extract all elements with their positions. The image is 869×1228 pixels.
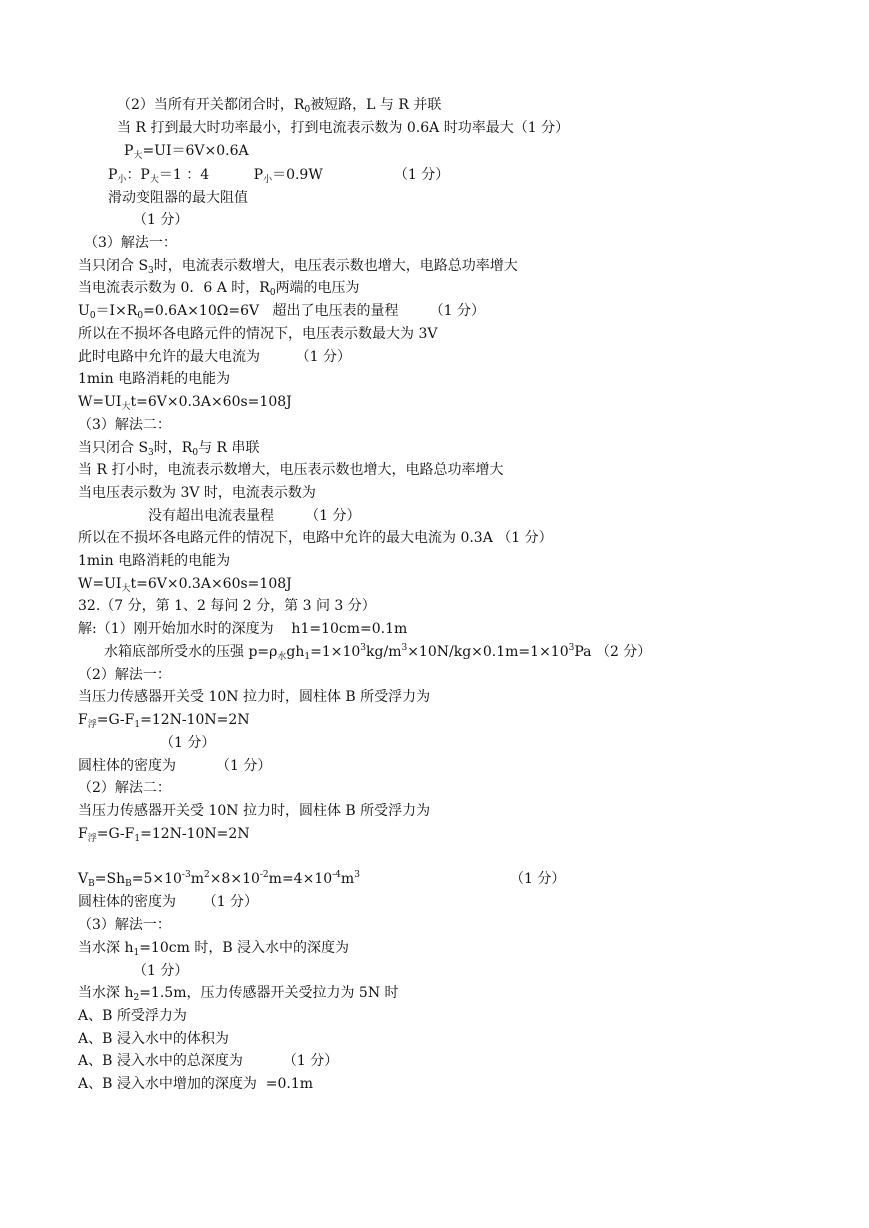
text-line bbox=[78, 482, 316, 504]
text-run: =10cm 时，B 浸入水中的深度为 bbox=[139, 940, 350, 956]
text-run: ×10N/kg×0.1m=1×10 bbox=[407, 644, 569, 660]
text-line bbox=[78, 709, 250, 731]
text-run: ：P bbox=[126, 167, 150, 183]
subscript: 0 bbox=[192, 448, 199, 458]
text-line bbox=[78, 1028, 229, 1050]
subscript: 小 bbox=[263, 175, 273, 185]
text-line bbox=[78, 255, 518, 277]
text-line bbox=[78, 550, 230, 572]
subscript: 水 bbox=[277, 652, 287, 662]
text-run: U bbox=[78, 303, 90, 319]
text-run: 与 R 串联 bbox=[198, 440, 260, 456]
subscript: 0 bbox=[89, 311, 96, 321]
text-run: 当电流表示数为 0．6 A 时，R bbox=[78, 280, 270, 296]
text-run: （1 分） bbox=[510, 871, 566, 887]
text-run: 当压力传感器开关受 10N 拉力时，圆柱体 B 所受浮力为 bbox=[78, 689, 431, 705]
text-run: ＝0.9W （1 分） bbox=[272, 167, 450, 183]
superscript: -4 bbox=[332, 870, 341, 880]
text-run: 所以在不损坏各电路元件的情况下，电路中允许的最大电流为 0.3A （1 分） bbox=[78, 530, 553, 546]
text-line bbox=[148, 505, 361, 527]
text-run: kg/m bbox=[366, 644, 402, 660]
subscript: 小 bbox=[117, 175, 127, 185]
text-line bbox=[78, 618, 407, 640]
superscript: -2 bbox=[259, 870, 269, 880]
text-line bbox=[117, 94, 441, 116]
text-line bbox=[78, 823, 250, 845]
text-run: （1 分） bbox=[133, 212, 189, 228]
text-run: 没有超出电流表量程 （1 分） bbox=[148, 508, 361, 524]
text-line bbox=[124, 140, 249, 162]
text-line bbox=[78, 800, 430, 822]
text-run: （2）解法二： bbox=[78, 780, 171, 796]
text-run: 圆柱体的密度为 （1 分） bbox=[78, 894, 259, 910]
text-run: （2）当所有开关都闭合时，R bbox=[117, 97, 305, 113]
text-run: =12N-10N=2N bbox=[140, 826, 250, 842]
text-run: （1 分） bbox=[160, 735, 216, 751]
text-run: 当水深 h bbox=[78, 940, 134, 956]
text-run: 32.（7 分，第 1、2 每问 2 分，第 3 问 3 分） bbox=[78, 598, 376, 614]
text-run: W=UI bbox=[78, 576, 122, 592]
text-line bbox=[78, 891, 258, 913]
text-run: 水箱底部所受水的压强 p=ρ bbox=[104, 644, 278, 660]
text-run: 1min 电路消耗的电能为 bbox=[78, 371, 231, 387]
text-line bbox=[104, 641, 651, 663]
text-run: W=UI bbox=[78, 394, 122, 410]
subscript: 3 bbox=[148, 448, 154, 458]
text-line bbox=[78, 1005, 187, 1027]
subscript: 1 bbox=[304, 652, 311, 662]
text-line bbox=[510, 868, 565, 890]
text-run: A、B 所受浮力为 bbox=[78, 1008, 187, 1024]
text-run: F bbox=[78, 712, 88, 728]
text-run: 被短路，L 与 R 并联 bbox=[310, 97, 442, 113]
subscript: B bbox=[88, 879, 95, 889]
text-run: t=6V×0.3A×60s=108J bbox=[130, 394, 292, 410]
text-run: 圆柱体的密度为 （1 分） bbox=[78, 758, 272, 774]
text-line bbox=[78, 414, 171, 436]
text-run: （2）解法一： bbox=[78, 667, 171, 683]
text-run: m bbox=[340, 871, 355, 887]
text-run: 当 R 打小时，电流表示数增大，电压表示数也增大，电路总功率增大 bbox=[78, 462, 504, 478]
text-line bbox=[78, 368, 230, 390]
text-line bbox=[78, 982, 399, 1004]
subscript: 浮 bbox=[87, 720, 97, 730]
text-line bbox=[78, 527, 553, 549]
text-run: 当压力传感器开关受 10N 拉力时，圆柱体 B 所受浮力为 bbox=[78, 803, 431, 819]
superscript: -3 bbox=[181, 870, 191, 880]
text-run: 滑动变阻器的最大阻值 bbox=[108, 190, 248, 206]
text-line bbox=[78, 1073, 313, 1095]
subscript: B bbox=[125, 879, 132, 889]
text-line bbox=[78, 686, 430, 708]
text-run: 解:（1）刚开始加水时的深度为 h1=10cm=0.1m bbox=[78, 621, 408, 637]
text-line bbox=[117, 117, 569, 139]
text-line bbox=[78, 300, 485, 322]
text-run: Pa （2 分） bbox=[574, 644, 652, 660]
text-run: A、B 浸入水中增加的深度为 =0.1m bbox=[78, 1076, 314, 1092]
subscript: 大 bbox=[121, 584, 131, 594]
text-run: 当水深 h bbox=[78, 985, 134, 1001]
superscript: 2 bbox=[203, 870, 210, 880]
text-run: 时，电流表示数增大，电压表示数也增大，电路总功率增大 bbox=[153, 258, 518, 274]
text-line bbox=[133, 960, 188, 982]
subscript: 0 bbox=[304, 105, 311, 115]
text-line bbox=[78, 277, 360, 299]
text-line bbox=[78, 459, 503, 481]
text-run: ＝I×R bbox=[95, 303, 138, 319]
text-line bbox=[78, 914, 171, 936]
text-line bbox=[133, 209, 188, 231]
text-run: =Sh bbox=[94, 871, 126, 887]
text-line bbox=[78, 391, 292, 413]
text-line bbox=[78, 755, 271, 777]
text-run: A、B 浸入水中的总深度为 （1 分） bbox=[78, 1053, 339, 1069]
subscript: 1 bbox=[134, 834, 141, 844]
text-run: 两端的电压为 bbox=[275, 280, 360, 296]
text-run: （3）解法一： bbox=[78, 917, 171, 933]
text-run: =UI＝6V×0.6A bbox=[142, 143, 249, 159]
superscript: 3 bbox=[568, 643, 575, 653]
superscript: 3 bbox=[360, 643, 367, 653]
text-line bbox=[84, 232, 177, 254]
text-line bbox=[78, 573, 292, 595]
text-run: =0.6A×10Ω=6V 超出了电压表的量程 （1 分） bbox=[143, 303, 485, 319]
subscript: 1 bbox=[133, 948, 140, 958]
text-line bbox=[78, 595, 376, 617]
text-run: P bbox=[108, 167, 118, 183]
text-line bbox=[78, 664, 171, 686]
superscript: 3 bbox=[401, 643, 408, 653]
subscript: 1 bbox=[134, 720, 141, 730]
text-line bbox=[108, 164, 449, 186]
text-run: m=4×10 bbox=[268, 871, 333, 887]
text-run: （3）解法一： bbox=[84, 235, 177, 251]
text-run: =1.5m，压力传感器开关受拉力为 5N 时 bbox=[139, 985, 399, 1001]
text-run: ＝1 ：4 P bbox=[158, 167, 264, 183]
text-line bbox=[78, 937, 349, 959]
text-run: （3）解法二： bbox=[78, 417, 171, 433]
text-line bbox=[78, 1050, 338, 1072]
text-run: 所以在不损坏各电路元件的情况下，电压表示数最大为 3V bbox=[78, 326, 438, 342]
text-run: V bbox=[78, 871, 89, 887]
text-run: =5×10 bbox=[131, 871, 182, 887]
text-run: 当电压表示数为 3V 时，电流表示数为 bbox=[78, 485, 316, 501]
text-run: 时，R bbox=[153, 440, 193, 456]
subscript: 0 bbox=[269, 288, 276, 298]
text-run: gh bbox=[286, 644, 305, 660]
text-run: F bbox=[78, 826, 88, 842]
text-run: =G-F bbox=[96, 826, 135, 842]
subscript: 0 bbox=[137, 311, 144, 321]
text-run: 当只闭合 S bbox=[78, 258, 149, 274]
text-run: 当只闭合 S bbox=[78, 440, 149, 456]
subscript: 3 bbox=[148, 266, 154, 276]
text-run: ×8×10 bbox=[209, 871, 260, 887]
text-run: 此时电路中允许的最大电流为 （1 分） bbox=[78, 349, 351, 365]
subscript: 大 bbox=[133, 151, 143, 161]
text-line bbox=[160, 732, 215, 754]
text-line bbox=[78, 777, 171, 799]
subscript: 浮 bbox=[87, 834, 97, 844]
text-line bbox=[78, 868, 360, 890]
text-line bbox=[78, 346, 351, 368]
subscript: 2 bbox=[133, 993, 140, 1003]
text-run: P bbox=[124, 143, 134, 159]
text-run: m bbox=[190, 871, 204, 887]
text-line bbox=[78, 323, 437, 345]
subscript: 大 bbox=[149, 175, 159, 185]
superscript: 3 bbox=[354, 870, 360, 880]
text-line bbox=[108, 187, 248, 209]
text-run: 1min 电路消耗的电能为 bbox=[78, 553, 231, 569]
text-run: =12N-10N=2N bbox=[140, 712, 250, 728]
text-line bbox=[78, 437, 260, 459]
text-run: （1 分） bbox=[133, 963, 189, 979]
text-run: =G-F bbox=[96, 712, 135, 728]
text-run: 当 R 打到最大时功率最小，打到电流表示数为 0.6A 时功率最大（1 分） bbox=[117, 120, 570, 136]
text-run: A、B 浸入水中的体积为 bbox=[78, 1031, 229, 1047]
subscript: 大 bbox=[121, 402, 131, 412]
text-run: =1×10 bbox=[310, 644, 361, 660]
text-run: t=6V×0.3A×60s=108J bbox=[130, 576, 292, 592]
